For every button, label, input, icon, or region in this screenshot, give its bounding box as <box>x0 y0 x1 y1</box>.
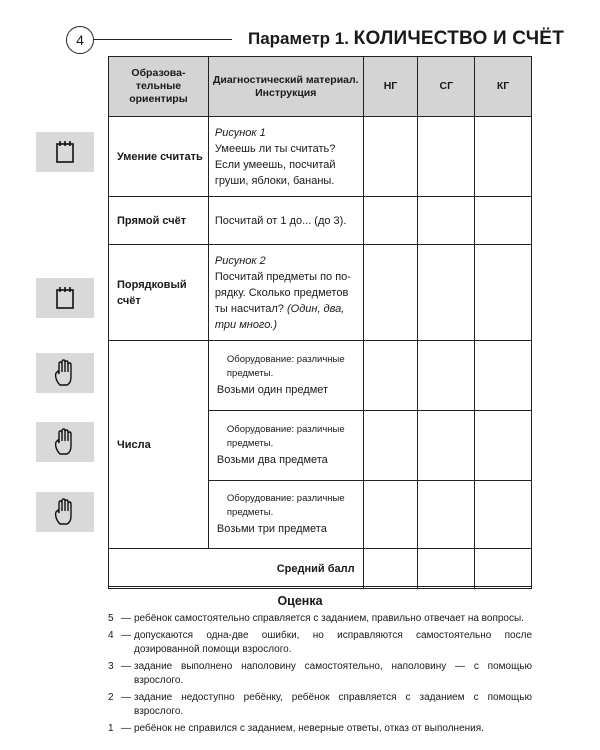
score-description: допускаются одна-две ошибки, но исправляются самостоятельно после дозированной помощи взрослого. <box>134 630 532 655</box>
instruction-cell <box>208 411 363 481</box>
task-text: Возьми один предмет <box>216 383 329 396</box>
notepad-icon <box>36 278 94 318</box>
scale-item: 3 — задание выполнено наполовину самостоятельно, наполовину — с помощью взрослого. <box>108 661 532 686</box>
scale-item: 5 — ребёнок самостоятельно справляется с заданием, правильно отвечает на вопросы. <box>108 612 532 626</box>
score-cell-sg[interactable] <box>418 411 475 481</box>
hand-icon <box>36 422 94 462</box>
score-cell-ng[interactable] <box>363 481 418 549</box>
title-topic: КОЛИЧЕСТВО И СЧЁТ <box>353 28 564 49</box>
instruction-cell <box>208 481 363 549</box>
header-sg: СГ <box>418 57 475 117</box>
scale-title: Оценка <box>277 594 323 608</box>
score-value: 2 <box>108 692 114 703</box>
score-cell-sg[interactable] <box>418 245 475 341</box>
score-cell-kg[interactable] <box>475 341 532 411</box>
row-label: Числа <box>109 341 209 549</box>
table-row <box>109 245 532 341</box>
task-text: Возьми два предмета <box>216 453 328 466</box>
score-value: 1 <box>108 723 114 734</box>
header-guidelines: Образова-тельные ориентиры <box>109 57 209 117</box>
score-cell-ng[interactable] <box>363 197 418 245</box>
score-cell-kg[interactable] <box>475 481 532 549</box>
equipment-text: Оборудование: различные предметы. <box>226 423 345 449</box>
score-scale <box>108 612 532 739</box>
instruction-text: Умеешь ли ты считать? Если умеешь, посчитай груши, яблоки, бананы. <box>214 142 336 187</box>
instruction-text: Посчитай от 1 до... (до 3). <box>208 197 363 245</box>
score-cell-kg[interactable] <box>475 197 532 245</box>
average-row <box>109 549 532 589</box>
page-number: 4 <box>66 26 94 54</box>
row-label: Порядковый счёт <box>109 245 209 341</box>
score-cell-ng[interactable] <box>363 245 418 341</box>
average-cell-sg[interactable] <box>418 549 475 589</box>
score-cell-sg[interactable] <box>418 341 475 411</box>
figure-ref: Рисунок 1 <box>214 126 266 139</box>
instruction-cell <box>208 341 363 411</box>
score-cell-sg[interactable] <box>418 481 475 549</box>
average-label: Средний балл <box>109 549 364 589</box>
score-cell-ng[interactable] <box>363 411 418 481</box>
header-ng: НГ <box>363 57 418 117</box>
scale-item: 1 — ребёнок не справился с заданием, неверные ответы, отказ от выполнения. <box>108 722 532 736</box>
score-cell-sg[interactable] <box>418 197 475 245</box>
scale-item: 4 — допускаются одна-две ошибки, но исправляются самостоятельно после дозированной помощи взрослого. <box>108 630 532 655</box>
score-description: ребёнок не справился с заданием, неверные ответы, отказ от выполнения. <box>134 723 484 734</box>
section-divider <box>108 586 532 587</box>
average-cell-ng[interactable] <box>363 549 418 589</box>
instruction-text: Посчитай предметы по по-рядку. Сколько предметов ты насчитал? <box>214 270 351 315</box>
instruction-hint: (Один, два, три много.) <box>214 302 345 331</box>
table-header-row <box>109 57 532 117</box>
score-cell-kg[interactable] <box>475 245 532 341</box>
score-value: 5 <box>108 613 114 624</box>
header-rule <box>92 39 232 40</box>
instruction-cell <box>208 245 363 341</box>
row-label: Прямой счёт <box>109 197 209 245</box>
score-cell-kg[interactable] <box>475 117 532 197</box>
row-label: Умение считать <box>109 117 209 197</box>
score-description: ребёнок самостоятельно справляется с заданием, правильно отвечает на вопросы. <box>134 613 524 624</box>
page-title <box>248 28 564 50</box>
table-row <box>109 197 532 245</box>
scale-item: 2 — задание недоступно ребёнку, ребёнок справляется с заданием с помощью взрослого. <box>108 692 532 717</box>
hand-icon <box>36 353 94 393</box>
header-material: Диагностический материал. Инструкция <box>208 57 363 117</box>
notepad-icon <box>36 132 94 172</box>
score-description: задание выполнено наполовину самостоятельно, наполовину — с помощью взрослого. <box>134 661 532 686</box>
score-cell-ng[interactable] <box>363 117 418 197</box>
average-cell-kg[interactable] <box>475 549 532 589</box>
header-kg: КГ <box>475 57 532 117</box>
score-cell-ng[interactable] <box>363 341 418 411</box>
score-value: 3 <box>108 661 114 672</box>
instruction-cell <box>208 117 363 197</box>
hand-icon <box>36 492 94 532</box>
figure-ref: Рисунок 2 <box>214 254 266 267</box>
task-text: Возьми три предмета <box>216 522 327 535</box>
diagnostic-table <box>108 56 532 589</box>
table-row <box>109 117 532 197</box>
equipment-text: Оборудование: различные предметы. <box>226 353 345 379</box>
score-cell-sg[interactable] <box>418 117 475 197</box>
score-description: задание недоступно ребёнку, ребёнок справляется с заданием с помощью взрослого. <box>134 692 532 717</box>
equipment-text: Оборудование: различные предметы. <box>226 492 345 518</box>
score-cell-kg[interactable] <box>475 411 532 481</box>
table-row <box>109 341 532 411</box>
title-parameter: Параметр 1. <box>248 29 349 48</box>
score-value: 4 <box>108 630 114 641</box>
